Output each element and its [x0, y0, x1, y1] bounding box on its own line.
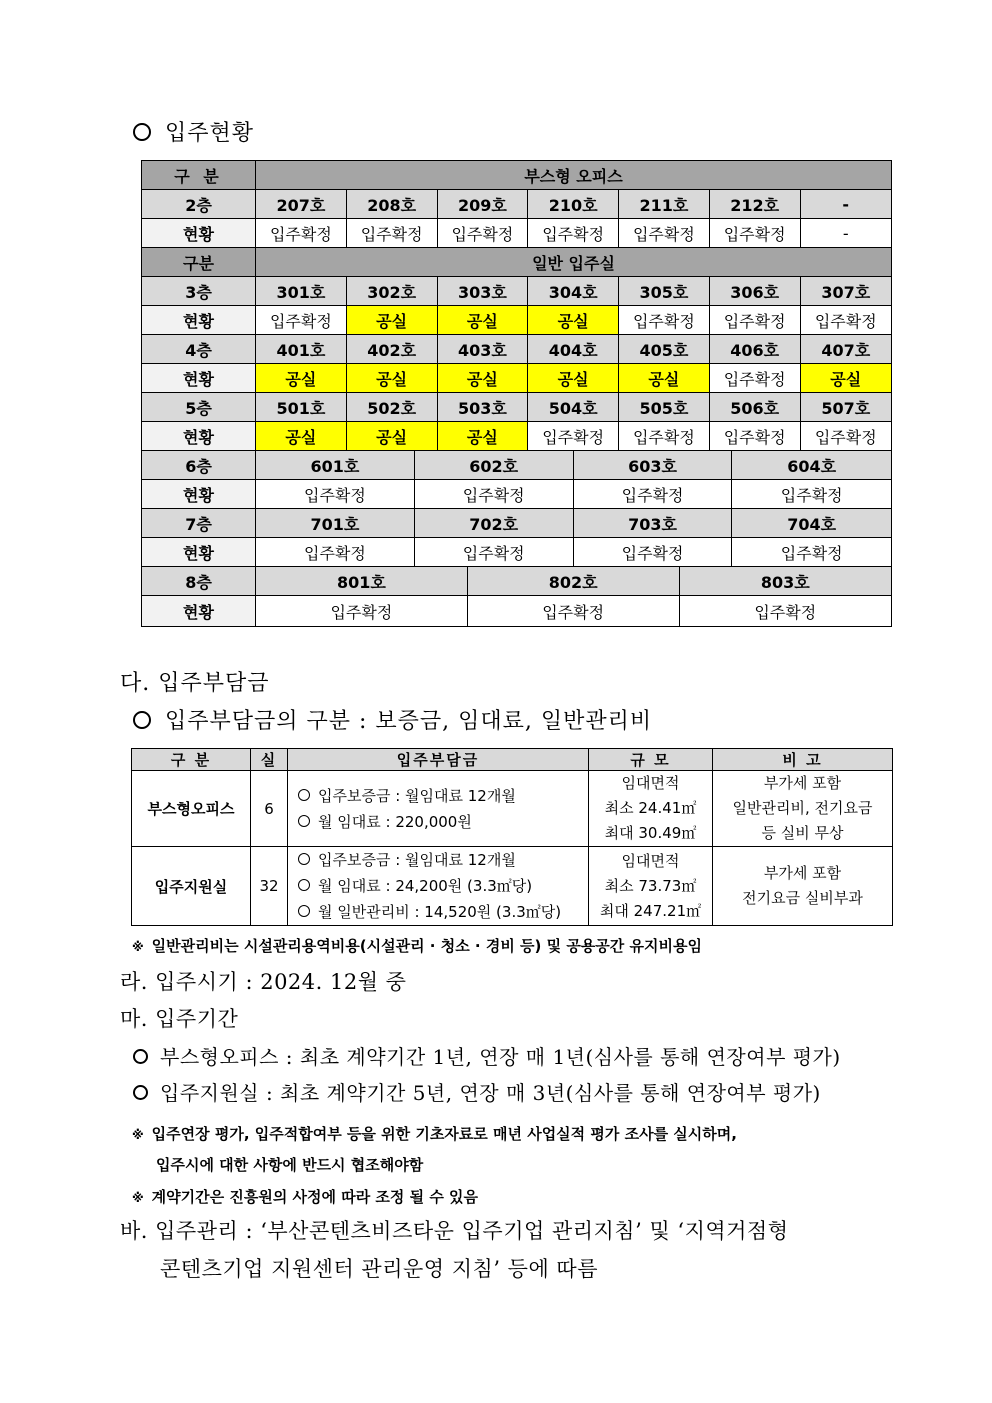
vacant-status-cell: 공실 — [346, 306, 437, 335]
vacant-status-cell: 공실 — [256, 364, 347, 393]
header-label: 구 분 — [142, 161, 256, 190]
circle-bullet-icon — [298, 789, 310, 801]
period-item-support: 입주지원실 : 최초 계약기간 5년, 연장 매 3년(심사를 통해 연장여부 평가) — [133, 1077, 821, 1106]
floor-label: 8층 — [142, 567, 256, 596]
status-cell: 입주확정 — [573, 480, 732, 509]
status-cell: 입주확정 — [346, 219, 437, 248]
scale-cell: 임대면적 최소 24.41㎡ 최대 30.49㎡ — [589, 771, 713, 847]
fee-items-cell — [288, 847, 589, 926]
occupancy-heading — [133, 116, 254, 147]
general-header-row — [142, 248, 892, 277]
floor8-status-row — [142, 596, 892, 627]
fee-items-cell — [288, 771, 589, 847]
room-cell: 209호 — [437, 190, 528, 219]
room-cell: 210호 — [528, 190, 619, 219]
status-cell: 입주확정 — [800, 306, 892, 335]
booth-office-title: 부스형 오피스 — [256, 161, 892, 190]
status-cell: 입주확정 — [256, 219, 347, 248]
vacant-status-cell: 공실 — [256, 422, 347, 451]
vacant-status-cell: 공실 — [437, 422, 528, 451]
period-note-2: ※ 계약기간은 진흥원의 사정에 따라 조정 될 수 있음 — [132, 1188, 479, 1206]
room-cell: 208호 — [346, 190, 437, 219]
room-cell: 301호 — [256, 277, 347, 306]
management-line-2: 콘텐츠기업 지원센터 관리운영 지침’ 등에 따름 — [160, 1257, 598, 1281]
room-cell: 303호 — [437, 277, 528, 306]
status-cell: 입주확정 — [619, 219, 710, 248]
room-cell: 507호 — [800, 393, 892, 422]
room-cell: 305호 — [619, 277, 710, 306]
vacant-status-cell: 공실 — [619, 364, 710, 393]
room-cell: 701호 — [256, 509, 415, 538]
status-cell: 입주확정 — [437, 219, 528, 248]
general-room-title: 일반 입주실 — [256, 248, 892, 277]
col-header-remarks: 비 고 — [713, 749, 893, 771]
status-cell: 입주확정 — [800, 422, 892, 451]
period-item-booth: 부스형오피스 : 최초 계약기간 1년, 연장 매 1년(심사를 통해 연장여부 평가) — [133, 1041, 841, 1070]
reference-mark-icon: ※ — [132, 940, 144, 954]
status-cell: 입주확정 — [732, 538, 892, 567]
fees-table — [131, 748, 893, 926]
room-cell: 207호 — [256, 190, 347, 219]
status-cell: 입주확정 — [528, 219, 619, 248]
room-cell: 212호 — [709, 190, 800, 219]
status-label: 현황 — [142, 306, 256, 335]
period-title: 마. 입주기간 — [120, 1007, 239, 1031]
floor8-rooms-row — [142, 567, 892, 596]
status-cell: 입주확정 — [414, 480, 573, 509]
scale-cell: 임대면적 최소 73.73㎡ 최대 247.21㎡ — [589, 847, 713, 926]
status-label: 현황 — [142, 422, 256, 451]
status-cell: 입주확정 — [256, 596, 468, 627]
fee-item: 입주보증금 : 월임대료 12개월 — [288, 847, 588, 873]
fee-item: 월 일반관리비 : 14,520원 (3.3㎡당) — [288, 899, 588, 925]
fee-item: 월 임대료 : 24,200원 (3.3㎡당) — [288, 873, 588, 899]
room-cell: 302호 — [346, 277, 437, 306]
occupancy-table — [141, 160, 892, 627]
room-cell: 405호 — [619, 335, 710, 364]
status-cell: 입주확정 — [528, 422, 619, 451]
status-label: 현황 — [142, 480, 256, 509]
floor-label: 4층 — [142, 335, 256, 364]
room-cell: 505호 — [619, 393, 710, 422]
status-cell: 입주확정 — [256, 480, 415, 509]
col-header-category: 구 분 — [132, 749, 251, 771]
status-cell: 입주확정 — [414, 538, 573, 567]
room-cell: 402호 — [346, 335, 437, 364]
category-cell: 입주지원실 — [132, 847, 251, 926]
vacant-status-cell: 공실 — [346, 364, 437, 393]
status-cell: 입주확정 — [709, 219, 800, 248]
room-cell: 502호 — [346, 393, 437, 422]
status-label: 현황 — [142, 219, 256, 248]
circle-bullet-icon — [133, 711, 151, 729]
floor3-rooms-row — [142, 277, 892, 306]
fees-row-support — [132, 847, 893, 926]
booth-header-row — [142, 161, 892, 190]
vacant-status-cell: 공실 — [437, 306, 528, 335]
status-cell: 입주확정 — [467, 596, 679, 627]
reference-mark-icon: ※ — [132, 1128, 144, 1142]
vacant-status-cell: 공실 — [800, 364, 892, 393]
status-cell: 입주확정 — [709, 306, 800, 335]
status-cell: 입주확정 — [619, 306, 710, 335]
status-cell: 입주확정 — [709, 364, 800, 393]
rooms-cell: 32 — [251, 847, 288, 926]
circle-bullet-icon — [298, 879, 310, 891]
remarks-cell: 부가세 포함 일반관리비, 전기요금 등 실비 무상 — [713, 771, 893, 847]
header-label: 구분 — [142, 248, 256, 277]
floor3-status-row — [142, 306, 892, 335]
circle-bullet-icon — [133, 123, 151, 141]
status-label: 현황 — [142, 538, 256, 567]
room-cell: 211호 — [619, 190, 710, 219]
fees-subtitle-text: 입주부담금의 구분 : 보증금, 임대료, 일반관리비 — [165, 709, 653, 734]
status-cell: - — [800, 219, 892, 248]
room-cell: 703호 — [573, 509, 732, 538]
rooms-cell: 6 — [251, 771, 288, 847]
room-cell: 801호 — [256, 567, 468, 596]
vacant-status-cell: 공실 — [346, 422, 437, 451]
room-cell: 803호 — [679, 567, 892, 596]
fees-subtitle — [133, 704, 652, 735]
floor-label: 3층 — [142, 277, 256, 306]
floor4-rooms-row — [142, 335, 892, 364]
room-cell: 601호 — [256, 451, 415, 480]
floor6-status-row — [142, 480, 892, 509]
room-cell: 504호 — [528, 393, 619, 422]
floor2-rooms-row — [142, 190, 892, 219]
circle-bullet-icon — [133, 1049, 148, 1064]
move-in-time: 라. 입주시기 : 2024. 12월 중 — [120, 970, 407, 994]
circle-bullet-icon — [298, 815, 310, 827]
room-cell: 401호 — [256, 335, 347, 364]
floor6-rooms-row — [142, 451, 892, 480]
col-header-fees: 입주부담금 — [288, 749, 589, 771]
status-cell: 입주확정 — [619, 422, 710, 451]
status-cell: 입주확정 — [679, 596, 892, 627]
room-cell: 403호 — [437, 335, 528, 364]
floor4-status-row — [142, 364, 892, 393]
status-cell: 입주확정 — [256, 306, 347, 335]
status-cell: 입주확정 — [709, 422, 800, 451]
period-note-1-cont: 입주시에 대한 사항에 반드시 협조해야함 — [156, 1156, 424, 1174]
category-cell: 부스형오피스 — [132, 771, 251, 847]
vacant-status-cell: 공실 — [528, 306, 619, 335]
remarks-cell: 부가세 포함 전기요금 실비부과 — [713, 847, 893, 926]
vacant-status-cell: 공실 — [528, 364, 619, 393]
vacant-status-cell: 공실 — [437, 364, 528, 393]
fees-section-title: 다. 입주부담금 — [120, 671, 270, 696]
room-cell: 603호 — [573, 451, 732, 480]
floor-label: 2층 — [142, 190, 256, 219]
room-cell: 307호 — [800, 277, 892, 306]
room-cell: 602호 — [414, 451, 573, 480]
room-cell: 306호 — [709, 277, 800, 306]
status-cell: 입주확정 — [573, 538, 732, 567]
status-label: 현황 — [142, 364, 256, 393]
fees-note: ※ 일반관리비는 시설관리용역비용(시설관리 · 청소 · 경비 등) 및 공용공간 유지비용임 — [132, 937, 702, 955]
room-cell: - — [800, 190, 892, 219]
fees-header-row — [132, 749, 893, 771]
floor5-rooms-row — [142, 393, 892, 422]
floor-label: 7층 — [142, 509, 256, 538]
status-cell: 입주확정 — [732, 480, 892, 509]
floor7-status-row — [142, 538, 892, 567]
circle-bullet-icon — [298, 853, 310, 865]
room-cell: 704호 — [732, 509, 892, 538]
room-cell: 802호 — [467, 567, 679, 596]
col-header-scale: 규 모 — [589, 749, 713, 771]
room-cell: 506호 — [709, 393, 800, 422]
fee-item: 월 임대료 : 220,000원 — [288, 809, 588, 835]
circle-bullet-icon — [133, 1085, 148, 1100]
room-cell: 407호 — [800, 335, 892, 364]
floor2-status-row — [142, 219, 892, 248]
room-cell: 304호 — [528, 277, 619, 306]
room-cell: 406호 — [709, 335, 800, 364]
floor7-rooms-row — [142, 509, 892, 538]
reference-mark-icon: ※ — [132, 1191, 144, 1205]
fee-item: 입주보증금 : 월임대료 12개월 — [288, 783, 588, 809]
fees-row-booth — [132, 771, 893, 847]
status-label: 현황 — [142, 596, 256, 627]
room-cell: 404호 — [528, 335, 619, 364]
room-cell: 604호 — [732, 451, 892, 480]
circle-bullet-icon — [298, 905, 310, 917]
col-header-rooms: 실 — [251, 749, 288, 771]
floor5-status-row — [142, 422, 892, 451]
status-cell: 입주확정 — [256, 538, 415, 567]
floor-label: 6층 — [142, 451, 256, 480]
room-cell: 503호 — [437, 393, 528, 422]
management-line-1: 바. 입주관리 : ‘부산콘텐츠비즈타운 입주기업 관리지침’ 및 ‘지역거점형 — [120, 1219, 789, 1243]
floor-label: 5층 — [142, 393, 256, 422]
period-note-1: ※ 입주연장 평가, 입주적합여부 등을 위한 기초자료로 매년 사업실적 평가 조사를 실시하며, — [132, 1125, 737, 1143]
room-cell: 501호 — [256, 393, 347, 422]
occupancy-heading-text: 입주현황 — [165, 121, 255, 146]
room-cell: 702호 — [414, 509, 573, 538]
